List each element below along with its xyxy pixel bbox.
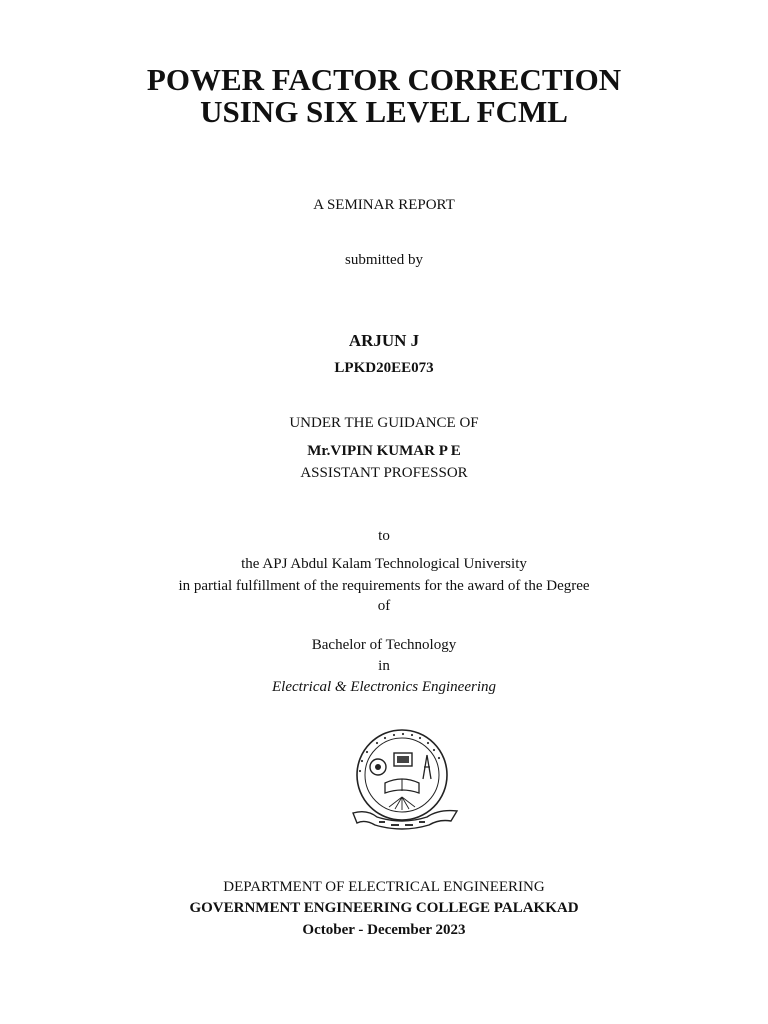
student-register-number: LPKD20EE073 bbox=[334, 360, 434, 376]
college-emblem-icon bbox=[347, 725, 463, 837]
guide-designation: ASSISTANT PROFESSOR bbox=[300, 465, 468, 481]
guidance-heading: UNDER THE GUIDANCE OF bbox=[289, 415, 479, 431]
department-name: DEPARTMENT OF ELECTRICAL ENGINEERING bbox=[223, 879, 545, 895]
report-title-line-1: POWER FACTOR CORRECTION bbox=[146, 62, 622, 97]
report-type: A SEMINAR REPORT bbox=[313, 197, 455, 213]
university-name: the APJ Abdul Kalam Technological University bbox=[241, 556, 527, 572]
branch-name: Electrical & Electronics Engineering bbox=[272, 679, 496, 695]
degree-name: Bachelor of Technology bbox=[311, 637, 457, 653]
submitted-by-label: submitted by bbox=[345, 252, 423, 268]
report-period: October - December 2023 bbox=[302, 922, 466, 938]
in-label: in bbox=[378, 658, 390, 674]
submitted-to-label: to bbox=[378, 528, 390, 544]
guide-name: Mr.VIPIN KUMAR P E bbox=[307, 443, 461, 459]
of-label: of bbox=[377, 598, 391, 614]
college-name: GOVERNMENT ENGINEERING COLLEGE PALAKKAD bbox=[189, 900, 579, 916]
student-name: ARJUN J bbox=[348, 331, 420, 350]
fulfillment-statement: in partial fulfillment of the requirements for the award of the Degree bbox=[178, 578, 590, 594]
report-title-line-2: USING SIX LEVEL FCML bbox=[200, 94, 568, 129]
